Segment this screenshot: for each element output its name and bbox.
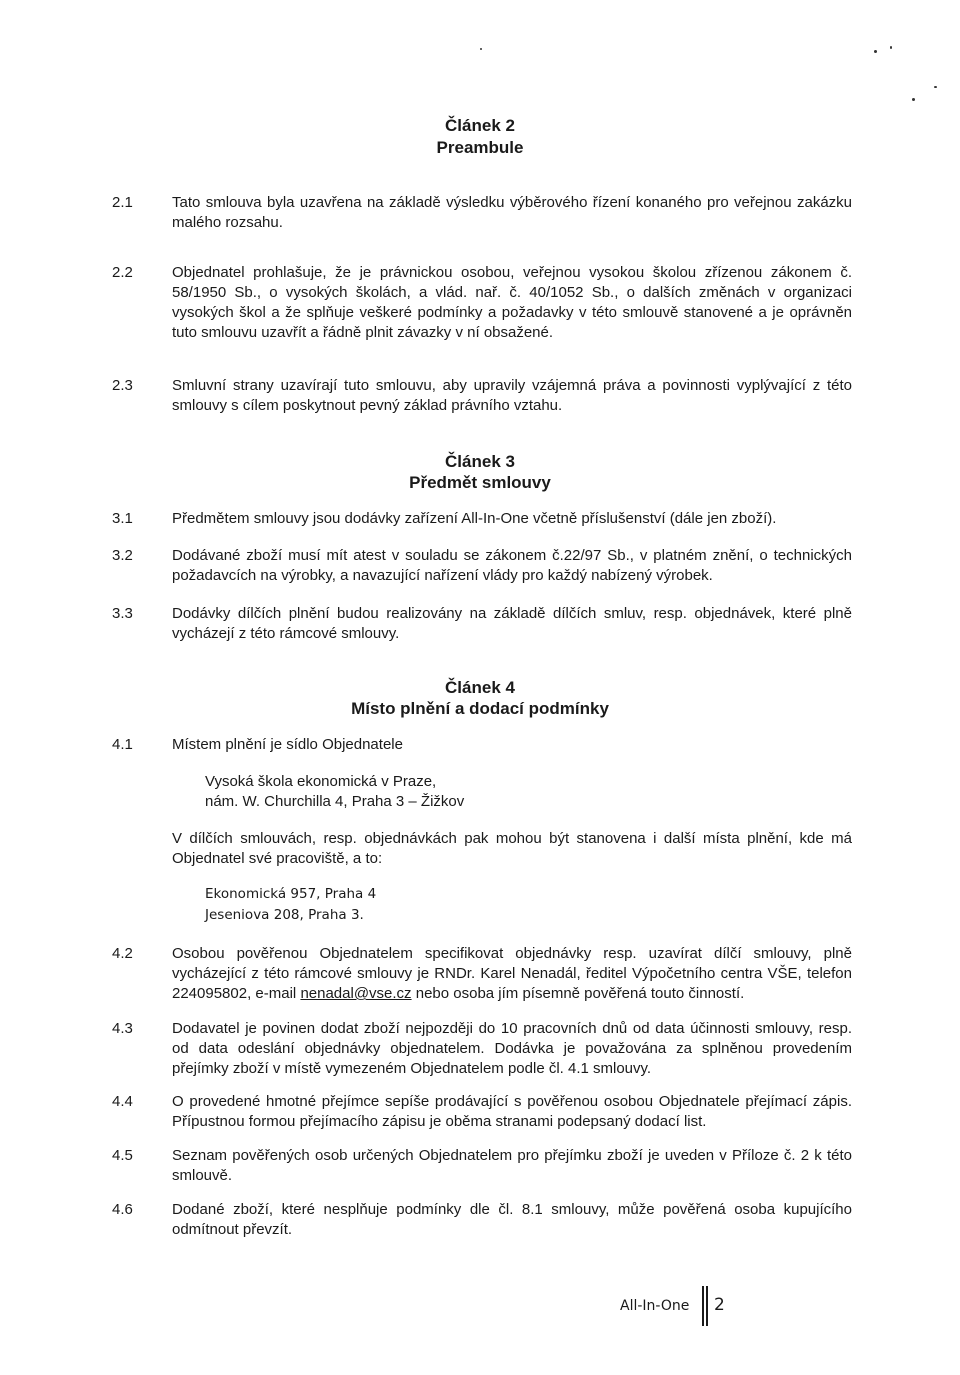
scan-speck [480,48,482,50]
scan-speck [934,86,937,88]
article-2-title: Preambule [436,138,524,157]
clause-number: 2.1 [112,194,133,211]
clause-number: 4.5 [112,1147,133,1164]
clause-number: 4.3 [112,1020,133,1037]
address-line: Vysoká škola ekonomická v Praze, [205,773,437,790]
clause-number: 4.1 [112,736,133,753]
clause-text: Seznam pověřených osob určených Objednatelem pro přejímku zboží je uveden v Příloze č. 2 k této smlouvě. [172,1147,852,1184]
clause-text: Dodávky dílčích plnění budou realizovány na základě dílčích smluv, resp. objednávek, které plně vycházejí z této rámcové smlouvy. [172,605,852,642]
clause-text-part: nebo osoba jím písemně pověřená touto činností. [411,985,745,1002]
clause-text: O provedené hmotné přejímce sepíše prodávající s pověřenou osobou Objednatele přejímací zápis. Přípustnou formou přejímacího zápisu je oběma stranami podepsaný dodací list. [172,1093,852,1130]
footer-divider [702,1286,708,1326]
clause-text: Smluvní strany uzavírají tuto smlouvu, aby upravily vzájemná práva a povinnosti vyplývající z této smlouvy s cílem poskytnout pevný základ právního vztahu. [172,377,852,414]
article-2-heading: Článek 2 [445,116,515,135]
clause-number: 2.3 [112,377,133,394]
clause-text: Objednatel prohlašuje, že je právnickou osobou, veřejnou vysokou školou zřízenou zákonem č. 58/1950 Sb., o vysokých školách, a vlád. nař. č. 40/1052 Sb., o dalších změnách v organizaci vysokých škol a že splňuje veškeré podmínky a požadavky v této smlouvě stanovené a je oprávněn tuto smlouvu uzavřít a řádně plnit závazky v ní obsažené. [172,264,852,341]
clause-number: 2.2 [112,264,133,281]
clause-number: 4.2 [112,945,133,962]
scan-speck [912,98,915,101]
clause-number: 4.6 [112,1201,133,1218]
clause-text: Dodavatel je povinen dodat zboží nejpozději do 10 pracovních dnů od data účinnosti smlouvy, resp. od data odeslání objednávky objednatelem. Dodávka je považována za splněnou provedením přejímky zboží v místě vymezeném Objednatelem podle čl. 4.1 smlouvy. [172,1020,852,1077]
clause-text: Dodané zboží, které nesplňuje podmínky dle čl. 8.1 smlouvy, může pověřená osoba kupujícího odmítnout převzít. [172,1201,852,1238]
clause-text-part: Osobou pověřenou Objednatelem specifikovat objednávky resp. uzavírat dílčí smlouvy, plně vycházející z této rámcové smlouvy je RNDr. Karel Nenadál, ředitel Výpočetního centra VŠE, telefon 224095802, e-mail [172,945,852,1002]
article-3-title: Předmět smlouvy [409,473,551,492]
clause-text: V dílčích smlouvách, resp. objednávkách pak mohou být stanovena i další místa plnění, kde má Objednatel své pracoviště, a to: [172,830,852,867]
clause-text: Místem plnění je sídlo Objednatele [172,736,403,753]
scan-speck [890,46,892,49]
clause-text: Tato smlouva byla uzavřena na základě výsledku výběrového řízení konaného pro veřejnou zakázku malého rozsahu. [172,194,852,231]
article-3-heading: Článek 3 [445,452,515,471]
scan-speck [874,50,877,53]
clause-number: 4.4 [112,1093,133,1110]
location-line: Ekonomická 957, Praha 4 [205,886,377,902]
article-4-heading: Článek 4 [445,678,515,697]
page-number: 2 [714,1295,725,1315]
clause-text: Předmětem smlouvy jsou dodávky zařízení All-In-One včetně příslušenství (dále jen zboží). [172,510,777,527]
location-line: Jeseniova 208, Praha 3. [205,907,364,923]
clause-number: 3.3 [112,605,133,622]
clause-text: Dodávané zboží musí mít atest v souladu se zákonem č.22/97 Sb., v platném znění, o technických požadavcích na výrobky, a navazující nařízení vlády pro každý nabízený výrobek. [172,547,852,584]
footer-label: All-In-One [620,1298,690,1314]
article-4-title: Místo plnění a dodací podmínky [351,699,609,718]
address-line: nám. W. Churchilla 4, Praha 3 – Žižkov [205,793,465,810]
clause-number: 3.2 [112,547,133,564]
email-link[interactable]: nenadal@vse.cz [300,985,412,1002]
clause-text [172,944,852,1004]
clause-number: 3.1 [112,510,133,527]
